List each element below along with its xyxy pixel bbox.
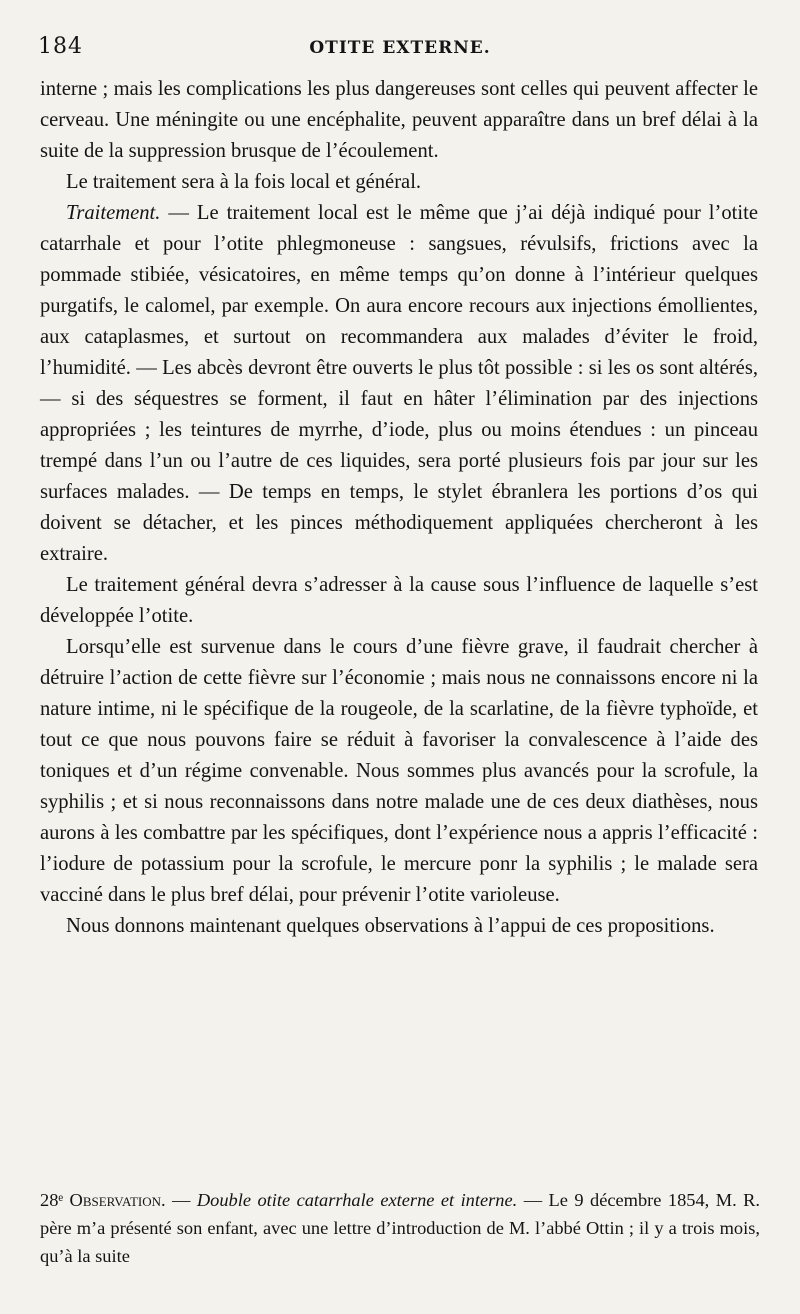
observation-title: Observation. — [69, 1190, 166, 1210]
body-text — [40, 74, 758, 942]
paragraph-traitement-text: — Le traitement local est le même que j’ai déjà indiqué pour l’otite catarrhale et pour l’otite phlegmoneuse : sangsues, révulsifs, frictions avec la pommade stibiée, vésicatoires, en même temps qu’on donne à l’intérieur quelques purgatifs, le calomel, par exemple. On aura encore recours aux injections émollientes, aux cataplasmes, et surtout on recommandera aux malades d’éviter le froid, l’humidité. — Les abcès devront être ouverts le plus tôt possible : si les os sont altérés,— si des séquestres se forment, il faut en hâter l’élimination par des injections appropriées ; les teintures de myrrhe, d’iode, plus ou moins étendues : un pinceau trempé dans l’un ou l’autre de ces liquides, sera porté plusieurs fois par jour sur les surfaces malades. — De temps en temps, le stylet ébranlera les portions d’os qui doivent se détacher, et les pinces méthodiquement appliquées chercheront à les extraire. — [40, 202, 758, 565]
observation-number: 28ᵉ — [40, 1190, 64, 1210]
observation-paragraph — [40, 1186, 760, 1270]
page-header — [38, 34, 762, 68]
observation-block — [40, 1186, 760, 1270]
observation-dash: — — [165, 1190, 197, 1210]
paragraph: Nous donnons maintenant quelques observations à l’appui de ces propositions. — [66, 915, 715, 937]
paragraph: Lorsqu’elle est survenue dans le cours d’une fièvre grave, il faudrait chercher à détruire l’action de cette fièvre sur l’économie ; mais nous ne connaissons encore ni la nature intime, ni le spécifique de la rougeole, de la scarlatine, de la fièvre typhoïde, et tout ce que nous pouvons faire se réduit à favoriser la convalescence à l’aide des toniques et d’un régime convenable. Nous sommes plus avancés pour la scrofule, la syphilis ; et si nous reconnaissons dans notre malade une de ces deux diathèses, nous aurons à les combattre par les spécifiques, dont l’expérience nous a appris l’efficacité : l’iodure de potassium pour la scrofule, le mercure ponr la syphilis ; le malade sera vacciné dans le plus bref délai, pour prévenir l’otite varioleuse. — [40, 636, 758, 906]
observation-text: — Le 9 décembre 1854, M. R. père m’a présenté son enfant, avec une lettre d’introduction de M. l’abbé Ottin ; il y a trois mois, qu’à la suite — [40, 1190, 760, 1266]
observation-subtitle: Double otite catarrhale externe et interne. — [196, 1190, 518, 1210]
traitement-label: Traitement. — [66, 202, 161, 224]
paragraph: Le traitement général devra s’adresser à la cause sous l’influence de laquelle s’est développée l’otite. — [40, 574, 758, 627]
running-title: OTITE EXTERNE. — [309, 38, 491, 58]
paragraph: interne ; mais les complications les plus dangereuses sont celles qui peuvent affecter le cerveau. Une méningite ou une encéphalite, peuvent apparaître dans un bref délai à la suite de la suppression brusque de l’écoulement. — [40, 78, 758, 162]
paragraph: Le traitement sera à la fois local et général. — [66, 171, 422, 193]
page-number: 184 — [38, 34, 83, 59]
paragraph-traitement — [40, 198, 758, 570]
